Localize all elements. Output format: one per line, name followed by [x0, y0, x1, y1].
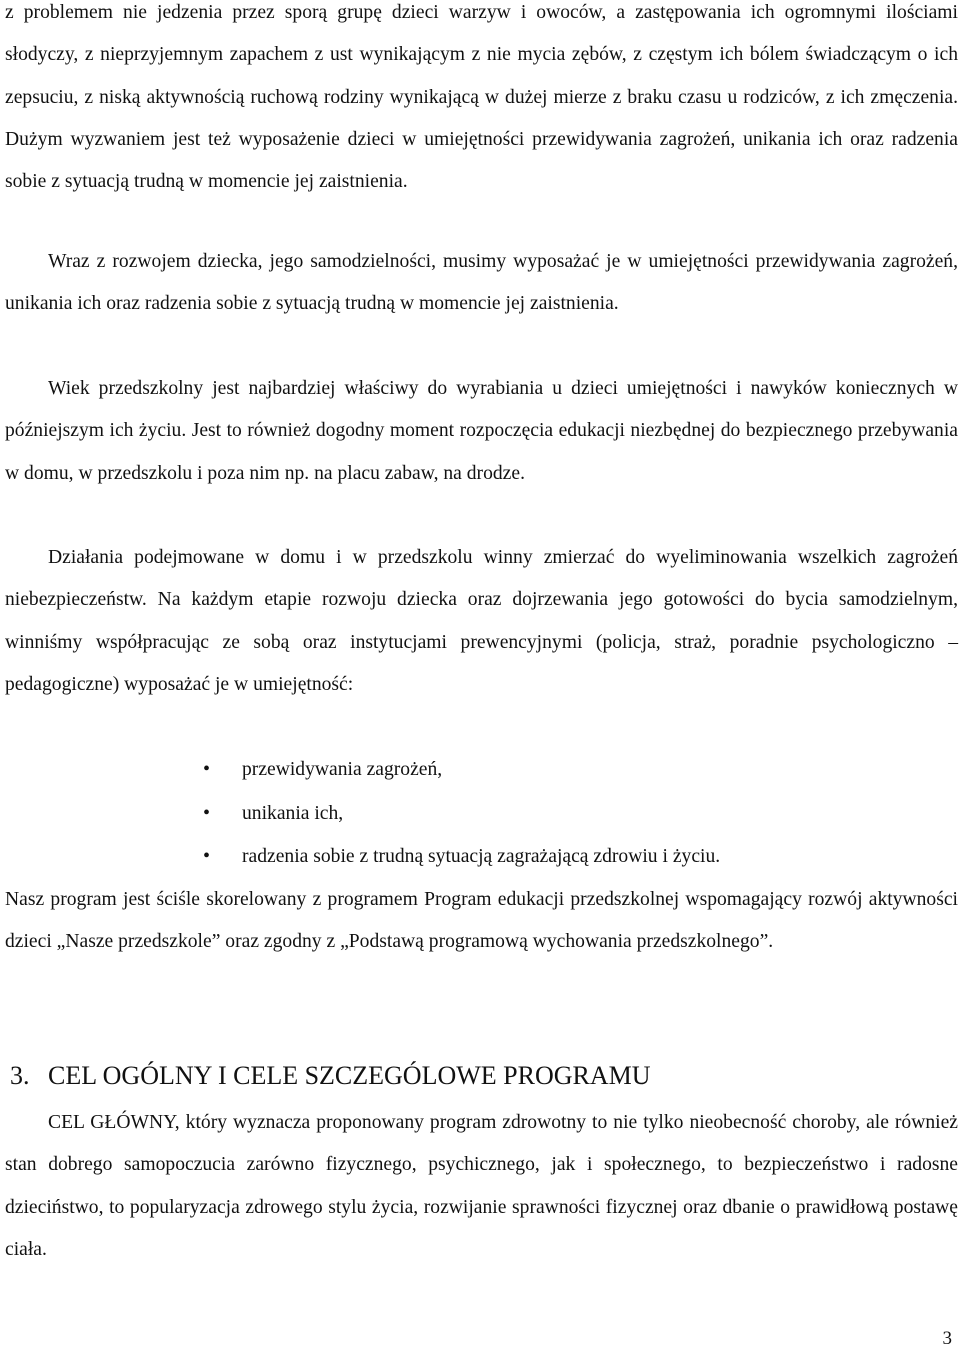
section-number: 3. — [10, 1061, 30, 1090]
paragraph-child-development: Wraz z rozwojem dziecka, jego samodzielności, musimy wyposażać je w umiejętności przewidywania zagrożeń, unikania ich oraz radzenia sobie z sytuacją trudną w momencie jej zaistnienia. — [5, 251, 958, 315]
section-title: CEL OGÓLNY I CELE SZCZEGÓLOWE PROGRAMU — [48, 1061, 651, 1090]
paragraph-preschool-age: Wiek przedszkolny jest najbardziej właściwy do wyrabiania u dzieci umiejętności i nawyków koniecznych w późniejszym ich życiu. Jest to również dogodny moment rozpoczęcia edukacji niezbędnej do bezpiecznego przebywania w domu, w przedszkolu i poza nim np. na placu zabaw, na drodze. — [5, 378, 958, 484]
paragraph-actions: Działania podejmowane w domu i w przedszkolu winny zmierzać do wyeliminowania wszelkich zagrożeń niebezpieczeństw. Na każdym etapie rozwoju dziecka oraz dojrzewania jego gotowości do bycia samodzielnym, winniśmy współpracując ze sobą oraz instytucjami prewencyjnymi (policja, straż, poradnie psychologiczno – pedagogiczne) wyposażać je w umiejętność: — [5, 547, 958, 695]
bullet-icon: • — [203, 845, 211, 867]
page-number: 3 — [942, 1328, 952, 1349]
list-item-text: unikania ich, — [242, 802, 344, 824]
bullet-icon: • — [203, 758, 211, 780]
bullet-icon: • — [203, 801, 211, 824]
skills-list — [0, 748, 960, 879]
list-item-text: radzenia sobie z trudną sytuacją zagrażającą zdrowiu i życiu. — [242, 846, 721, 867]
list-item — [0, 835, 960, 879]
list-item-text: przewidywania zagrożeń, — [242, 759, 443, 780]
list-item — [0, 748, 960, 792]
paragraph-program-correlation: Nasz program jest ściśle skorelowany z programem Program edukacji przedszkolnej wspomagający rozwój aktywności dzieci „Nasze przedszkole” oraz zgodny z „Podstawą programową wychowania przedszkolnego”. — [5, 889, 958, 953]
paragraph-main-goal: CEL GŁÓWNY, który wyznacza proponowany program zdrowotny to nie tylko nieobecność choroby, ale również stan dobrego samopoczucia zarówno fizycznego, psychicznego, jak i społecznego, to bezpieczeństwo i radosne dzieciństwo, to popularyzacja zdrowego stylu życia, rozwijanie sprawności fizycznej oraz dbanie o prawidłową postawę ciała. — [5, 1112, 958, 1260]
section-heading — [10, 1056, 651, 1096]
list-item — [0, 792, 960, 836]
paragraph-problems: z problemem nie jedzenia przez sporą grupę dzieci warzyw i owoców, a zastępowania ich ogromnymi ilościami słodyczy, z nieprzyjemnym zapachem z ust wynikającym z nie mycia zębów, z częstym ich bólem świadczącym o ich zepsuciu, z niską aktywnością ruchową rodziny wynikającą w dużej mierze z braku czasu u rodziców, z ich zmęczenia. Dużym wyzwaniem jest też wyposażenie dzieci w umiejętności przewidywania zagrożeń, unikania ich oraz radzenia sobie z sytuacją trudną w momencie jej zaistnienia. — [5, 2, 958, 193]
